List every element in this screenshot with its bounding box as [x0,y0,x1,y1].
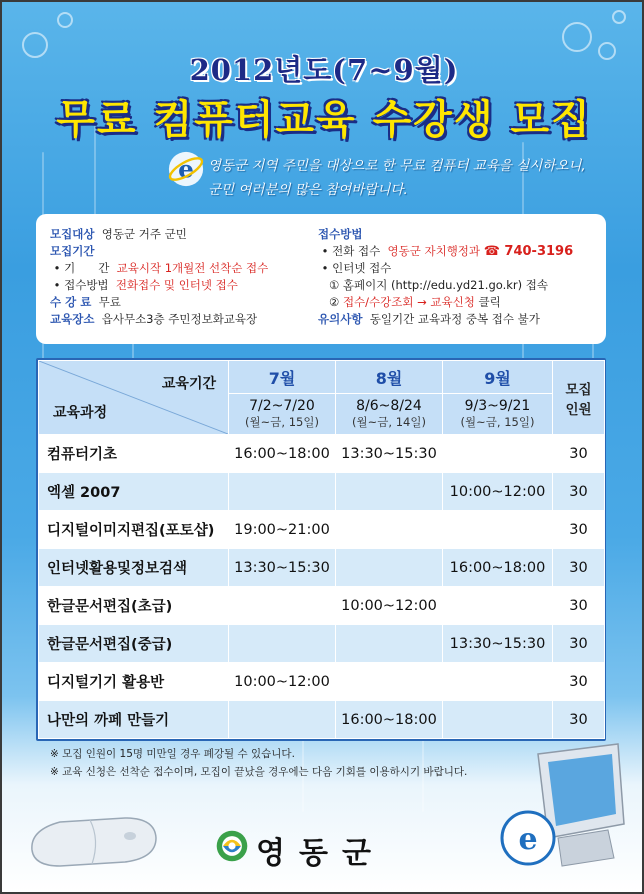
time-cell [443,701,553,739]
place-value: 읍사무소3층 주민정보화교육장 [101,312,258,326]
notes [50,745,467,781]
homepage-suffix: ) 접속 [517,278,549,292]
intro-line-2: 군민 여러분의 많은 참여바랍니다. [208,182,408,198]
course-name: 디지털이미지편집(포토샵) [39,511,229,549]
month-name: 9월 [484,368,511,388]
course-name: 한글문서편집(초급) [39,587,229,625]
capacity-cell: 30 [553,587,605,625]
note-line: ※ 모집 인원이 15명 미만일 경우 폐강될 수 있습니다. [50,748,295,760]
capacity-cell: 30 [553,663,605,701]
place-label: 교육장소 [50,312,95,326]
capacity-line-2: 인원 [565,401,592,418]
month-days: (월~금, 15일) [460,415,535,429]
note-line: ※ 교육 신청은 선착순 접수이며, 모집이 끝났을 경우에는 다음 기회를 이용하시기 바랍니다. [50,766,468,778]
table-row [39,625,605,663]
main-title: 무료 컴퓨터교육 수강생 모집 [56,97,592,143]
capacity-cell: 30 [553,625,605,663]
time-cell: 10:00~12:00 [336,587,443,625]
internet-label: • 인터넷 접수 [321,261,392,275]
time-cell [443,435,553,473]
capacity-cell: 30 [553,549,605,587]
table-row [39,663,605,701]
time-cell [443,587,553,625]
computer-mouse-icon [30,810,160,870]
period-cell-9 [443,394,553,435]
capacity-line-1: 모집 [565,381,592,398]
capacity-cell: 30 [553,435,605,473]
month-name: 8월 [375,368,403,388]
month-cell-8 [336,361,443,394]
time-cell [229,701,336,739]
intro-text [208,154,628,202]
svg-text:e: e [518,822,538,857]
header-capacity [553,361,605,435]
homepage-prefix: ① 홈페이지 ( [328,278,396,292]
course-name: 컴퓨터기초 [39,435,229,473]
month-cell-9 [443,361,553,394]
info-right-column [318,226,598,328]
month-name: 7월 [268,368,296,388]
time-cell [443,663,553,701]
info-left-column [50,226,320,328]
course-name: 나만의 까페 만들기 [39,701,229,739]
phone-dept: 영동군 자치행정과 [387,244,481,258]
homepage-url[interactable]: http://edu.yd21.go.kr [395,278,518,292]
fee-label: 수 강 료 [50,295,92,309]
decor-bubble [57,12,73,28]
period-item2-value: 전화접수 및 인터넷 접수 [115,278,238,292]
time-cell: 10:00~12:00 [443,473,553,511]
time-cell [336,663,443,701]
course-name: 디지털기기 활용반 [39,663,229,701]
month-range: 9/3~9/21 [464,398,531,414]
info-box [36,214,606,344]
time-cell: 13:30~15:30 [229,549,336,587]
caution-value: 동일기간 교육과정 중복 접수 불가 [369,312,540,326]
time-cell: 13:30~15:30 [336,435,443,473]
target-value: 영동군 거주 군민 [101,227,187,241]
method-label: 접수방법 [318,227,363,241]
period-item1-label: • 기 간 [53,261,110,275]
time-cell: 19:00~21:00 [229,511,336,549]
time-cell: 16:00~18:00 [443,549,553,587]
course-name: 한글문서편집(중급) [39,625,229,663]
course-name: 인터넷활용및정보검색 [39,549,229,587]
time-cell [229,625,336,663]
fee-value: 무료 [98,295,121,309]
period-item1-value: 교육시작 1개월전 선착순 접수 [116,261,269,275]
svg-text:e: e [178,154,194,184]
header-diagonal-line [39,361,228,434]
org-name: 영동군 [256,836,385,871]
internet-explorer-icon [167,150,205,188]
phone-number: ☎ 740-3196 [483,244,574,259]
table-header-row [39,361,605,394]
month-range: 7/2~7/20 [249,398,315,414]
capacity-cell: 30 [553,511,605,549]
table-row [39,435,605,473]
time-cell [336,625,443,663]
time-cell: 10:00~12:00 [229,663,336,701]
schedule-table [36,358,606,741]
time-cell: 16:00~18:00 [229,435,336,473]
step2-red: 접수/수강조회 → 교육신청 [342,295,475,309]
step2-prefix: ② [328,295,340,309]
time-cell [443,511,553,549]
table-row [39,473,605,511]
time-cell [336,511,443,549]
decor-bubble [612,10,626,24]
time-cell [336,549,443,587]
phone-line-prefix: • 전화 접수 [321,244,381,258]
intro-line-1: 영동군 지역 주민을 대상으로 한 무료 컴퓨터 교육을 실시하오니, [208,158,586,174]
course-name: 엑셀 2007 [39,473,229,511]
crt-monitor-icon [498,734,630,874]
header-period: 교육기간 [161,376,216,392]
step2-suffix: 클릭 [478,295,501,309]
table-row [39,701,605,739]
table-row [39,587,605,625]
table-row [39,511,605,549]
month-cell-7 [229,361,336,394]
time-cell [336,473,443,511]
period-label: 모집기간 [50,244,95,258]
capacity-cell: 30 [553,701,605,739]
table-row [39,549,605,587]
month-days: (월~금, 14일) [352,415,426,429]
header-course: 교육과정 [53,405,108,421]
month-days: (월~금, 15일) [245,415,319,429]
caution-label: 유의사항 [318,312,363,326]
period-item2-label: • 접수방법 [53,278,109,292]
year-title: 2012년도(7~9월) [189,53,459,87]
yeongdong-logo-icon [214,828,250,864]
period-cell-7 [229,394,336,435]
period-cell-8 [336,394,443,435]
target-label: 모집대상 [50,227,95,241]
time-cell: 13:30~15:30 [443,625,553,663]
month-range: 8/6~8/24 [356,398,422,414]
header-corner-cell [39,361,229,435]
time-cell [229,587,336,625]
capacity-cell: 30 [553,473,605,511]
time-cell: 16:00~18:00 [336,701,443,739]
time-cell [229,473,336,511]
